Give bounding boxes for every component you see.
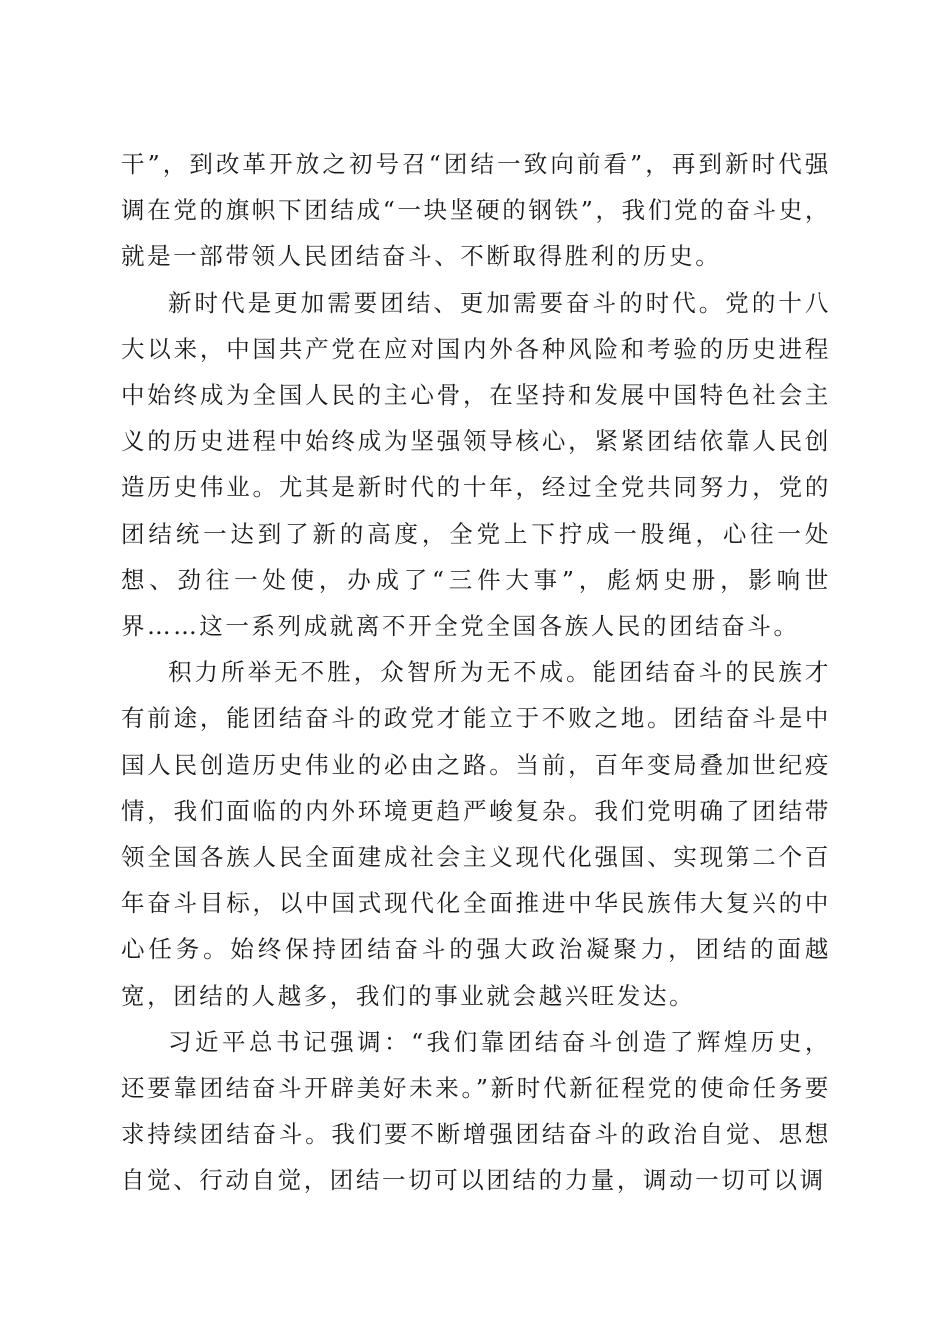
document-body [121,141,831,1204]
paragraph-xi-quote: 习近平总书记强调：“我们靠团结奋斗创造了辉煌历史，还要靠团结奋斗开辟美好未来。”新时代新征程党的使命任务要求持续团结奋斗。我们要不断增强团结奋斗的政治自觉、思想自觉、行动自觉，团结一切可以团结的力量，调动一切可以调 [121,1027,831,1195]
paragraph-continued: 干”，到改革开放之初号召“团结一致向前看”，再到新时代强调在党的旗帜下团结成“一块坚硬的钢铁”，我们党的奋斗史，就是一部带领人民团结奋斗、不断取得胜利的历史。 [121,150,831,271]
paragraph-unity-strength: 积力所举无不胜，众智所为无不成。能团结奋斗的民族才有前途，能团结奋斗的政党才能立于不败之地。团结奋斗是中国人民创造历史伟业的必由之路。当前，百年变局叠加世纪疫情，我们面临的内外环境更趋严峻复杂。我们党明确了团结带领全国各族人民全面建成社会主义现代化强国、实现第二个百年奋斗目标，以中国式现代化全面推进中华民族伟大复兴的中心任务。始终保持团结奋斗的强大政治凝聚力，团结的面越宽，团结的人越多，我们的事业就会越兴旺发达。 [121,658,831,1010]
paragraph-new-era: 新时代是更加需要团结、更加需要奋斗的时代。党的十八大以来，中国共产党在应对国内外各种风险和考验的历史进程中始终成为全国人民的主心骨，在坚持和发展中国特色社会主义的历史进程中始终成为坚强领导核心，紧紧团结依靠人民创造历史伟业。尤其是新时代的十年，经过全党共同努力，党的团结统一达到了新的高度，全党上下拧成一股绳，心往一处想、劲往一处使，办成了“三件大事”，彪炳史册，影响世界……这一系列成就离不开全党全国各族人民的团结奋斗。 [121,288,831,641]
